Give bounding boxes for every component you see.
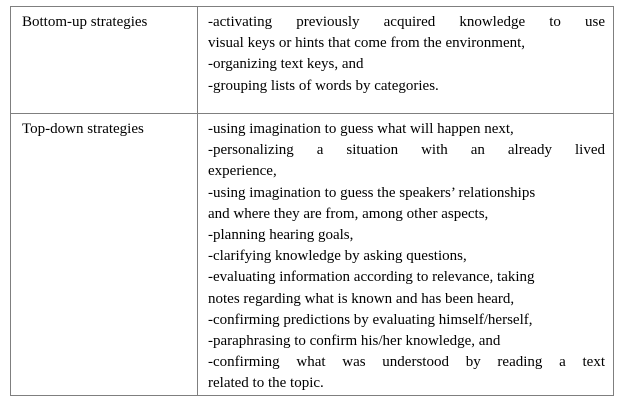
description-line: -using imagination to guess what will happen next,	[208, 121, 514, 137]
description-line: -clarifying knowledge by asking questions,	[208, 248, 467, 265]
strategy-heading-cell	[11, 7, 198, 114]
description-line: -confirming what was understood by reading a text	[208, 354, 605, 371]
table-row-top-down	[11, 114, 614, 396]
strategy-description-cell	[198, 7, 614, 114]
description-line: -planning hearing goals,	[208, 227, 354, 244]
description-line: -using imagination to guess the speakers’ relationships	[208, 184, 536, 201]
strategy-heading: Top-down strategies	[22, 121, 144, 137]
description-line: visual keys or hints that come from the environment,	[208, 35, 526, 52]
description-line: -grouping lists of words by categories.	[208, 77, 439, 94]
strategy-heading: Bottom-up strategies	[22, 14, 148, 30]
description-line: and where they are from, among other aspects,	[208, 205, 489, 222]
description-line: -personalizing a situation with an already lived	[208, 142, 605, 159]
description-line: -organizing text keys, and	[208, 56, 364, 73]
description-line: notes regarding what is known and has been heard,	[208, 290, 515, 307]
description-line: -confirming predictions by evaluating himself/herself,	[208, 311, 533, 328]
description-line: -activating previously acquired knowledge to use	[208, 14, 605, 30]
strategies-table	[10, 6, 614, 396]
description-line: -paraphrasing to confirm his/her knowledge, and	[208, 333, 501, 350]
strategy-heading-cell	[11, 114, 198, 396]
description-line: experience,	[208, 163, 277, 180]
description-line: -evaluating information according to relevance, taking	[208, 269, 535, 286]
description-line: related to the topic.	[208, 375, 324, 392]
strategy-description-cell	[198, 114, 614, 396]
table-row-bottom-up	[11, 7, 614, 114]
